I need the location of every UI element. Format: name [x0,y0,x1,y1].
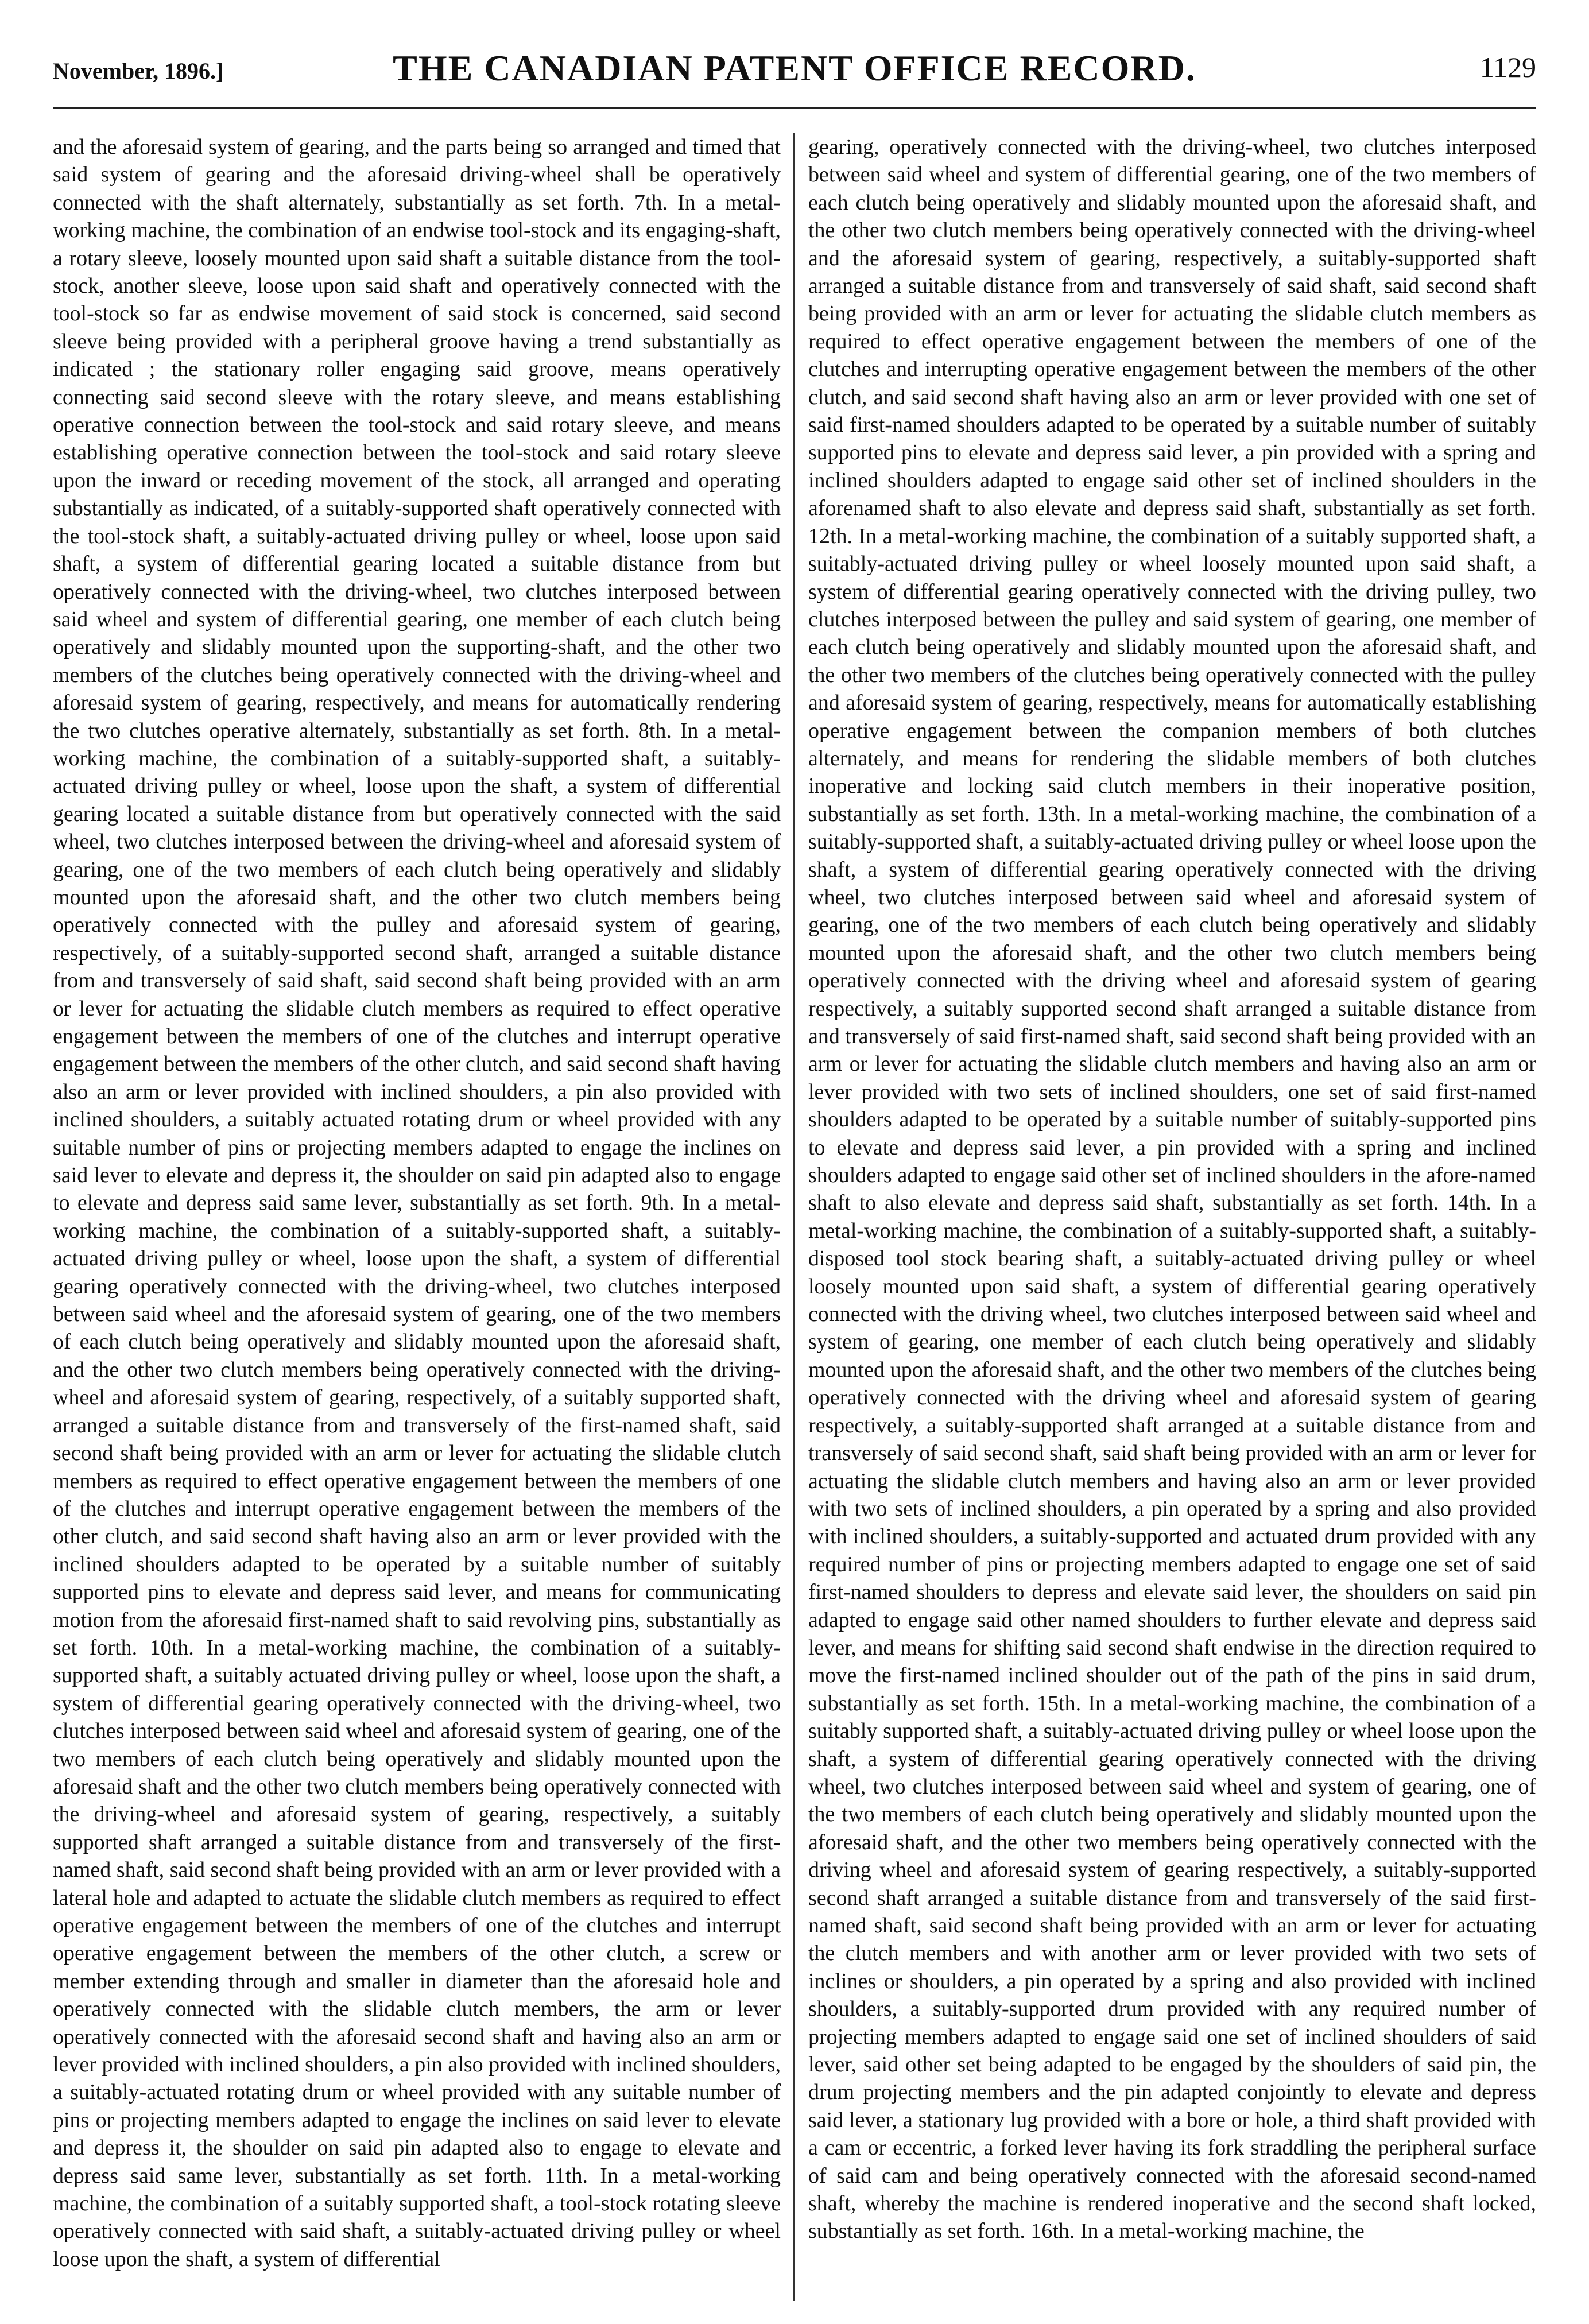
page-title: THE CANADIAN PATENT OFFICE RECORD. [393,48,1196,88]
page-header [53,38,1536,107]
right-column-text: gearing, operatively connected with the driving-wheel, two clutches interposed between said wheel and system of differential gearing, one of the two members of each clutch being operatively and slidably mounted upon the aforesaid shaft, and the other two clutch members being operatively connected with the driving-wheel and the aforesaid system of gearing, respectively, a suitably-supported shaft arranged a suitable distance from and transversely of said shaft, said second shaft being provided with an arm or lever for actuating the slidable clutch members as required to effect operative engagement between the members of one of the clutches and interrupting operative engagement between the members of the other clutch, and said second shaft having also an arm or lever provided with one set of said first-named shoulders adapted to be operated by a suitable number of suitably supported pins to elevate and depress said lever, a pin provided with a spring and inclined shoulders adapted to engage said other set of inclined shoulders in the aforenamed shaft to also elevate and depress said shaft, substantially as set forth. 12th. In a metal-working machine, the combination of a suitably supported shaft, a suitably-actuated driving pulley or wheel loosely mounted upon said shaft, a system of differential gearing operatively connected with the driving pulley, two clutches interposed between the pulley and said system of gearing, one member of each clutch being operatively and slidably mounted upon the aforesaid shaft, and the other two members of the clutches being operatively connected with the pulley and aforesaid system of gearing, respectively, means for automatically establishing operative engagement between the companion members of both clutches alternately, and means for rendering the slidable members of both clutches inoperative and locking said clutch members in their inoperative position, substantially as set forth. 13th. In a metal-working machine, the combination of a suitably-supported shaft, a suitably-actuated driving pulley or wheel loose upon the shaft, a system of differential gearing operatively connected with the driving wheel, two clutches interposed between said wheel and aforesaid system of gearing, one of the two members of each clutch being operatively and slidably mounted upon the aforesaid shaft, and the other two clutch members being operatively connected with the driving wheel and aforesaid system of gearing respectively, a suitably supported second shaft arranged a suitable distance from and transversely of said first-named shaft, said second shaft being provided with an arm or lever for actuating the slidable clutch members and having also an arm or lever provided with two sets of inclined shoulders, one set of said first-named shoulders adapted to be operated by a suitable number of suitably-supported pins to elevate and depress said lever, a pin provided with a spring and inclined shoulders adapted to engage said other set of inclined shoulders in the afore-named shaft to also elevate and depress said shaft, substantially as set forth. 14th. In a metal-working machine, the combination of a suitably-supported shaft, a suitably-disposed tool stock bearing shaft, a suitably-actuated driving pulley or wheel loosely mounted upon said shaft, a system of differential gearing operatively connected with the driving wheel, two clutches interposed between said wheel and system of gearing, one member of each clutch being operatively and slidably mounted upon the aforesaid shaft, and the other two members of the clutches being operatively connected with the driving wheel and aforesaid system of gearing respectively, a suitably-supported shaft arranged at a suitable distance from and transversely of said second shaft, said shaft being provided with an arm or lever for actuating the slidable clutch members and having also an arm or lever provided with two sets of inclined shoulders, a pin operated by a spring and also provided with inclined shoulders, a suitably-supported and actuated drum provided with any required number of pins or projecting members adapted to engage one set of said first-named shoulders to depress and elevate said lever, the shoulders on said pin adapted to engage said other named shoulders to further elevate and depress said lever, and means for shifting said second shaft endwise in the direction required to move the first-named inclined shoulder out of the path of the pins in said drum, substantially as set forth. 15th. In a metal-working machine, the combination of a suitably supported shaft, a suitably-actuated driving pulley or wheel loose upon the shaft, a system of differential gearing operatively connected with the driving wheel, two clutches interposed between said wheel and system of gearing, one of the two members of each clutch being operatively and slidably mounted upon the aforesaid shaft, and the other two members being operatively connected with the driving wheel and aforesaid system of gearing respectively, a suitably-supported second shaft arranged a suitable distance from and transversely of the said first-named shaft, said second shaft being provided with an arm or lever for actuating the clutch members and with another arm or lever provided with two sets of inclines or shoulders, a pin operated by a spring and also provided with inclined shoulders, a suitably-supported drum provided with any required number of projecting members adapted to engage said one set of inclined shoulders of said lever, said other set being adapted to be engaged by the shoulders of said pin, the drum projecting members and the pin adapted conjointly to elevate and depress said lever, a stationary lug provided with a bore or hole, a third shaft provided with a cam or eccentric, a forked lever having its fork straddling the peripheral surface of said cam and being operatively connected with the aforesaid second-named shaft, whereby the machine is rendered inoperative and the second shaft locked, substantially as set forth. 16th. In a metal-working machine, the [808,135,1536,2244]
left-column [53,133,781,2301]
column-divider [793,133,794,2301]
issue-date: November, 1896.] [53,58,224,84]
page-number: 1129 [1479,51,1536,83]
text-columns [53,133,1536,2301]
header-rule [53,107,1536,109]
left-column-text: and the aforesaid system of gearing, and the parts being so arranged and timed that said system of gearing and the aforesaid driving-wheel shall be operatively connected with the shaft alternately, substantially as set forth. 7th. In a metal-working machine, the combination of an endwise tool-stock and its engaging-shaft, a rotary sleeve, loosely mounted upon said shaft a suitable distance from the tool-stock, another sleeve, loose upon said shaft and operatively connected with the tool-stock so far as endwise movement of said stock is concerned, said second sleeve being provided with a peripheral groove having a trend substantially as indicated ; the stationary roller engaging said groove, means operatively connecting said second sleeve with the rotary sleeve, and means establishing operative connection between the tool-stock and said rotary sleeve, and means establishing operative connection between the tool-stock and said rotary sleeve upon the inward or receding movement of the stock, all arranged and operating substantially as indicated, of a suitably-supported shaft operatively connected with the tool-stock shaft, a suitably-actuated driving pulley or wheel, loose upon said shaft, a system of differential gearing located a suitable distance from but operatively connected with the driving-wheel, two clutches interposed between said wheel and system of differential gearing, one member of each clutch being operatively and slidably mounted upon the supporting-shaft, and the other two members of the clutches being operatively connected with the driving-wheel and aforesaid system of gearing, respectively, and means for automatically rendering the two clutches operative alternately, substantially as set forth. 8th. In a metal-working machine, the combination of a suitably-supported shaft, a suitably-actuated driving pulley or wheel, loose upon the shaft, a system of differential gearing located a suitable distance from but operatively connected with the said wheel, two clutches interposed between the driving-wheel and aforesaid system of gearing, one of the two members of each clutch being operatively and slidably mounted upon the aforesaid shaft, and the other two clutch members being operatively connected with the pulley and aforesaid system of gearing, respectively, of a suitably-supported second shaft, arranged a suitable distance from and transversely of said shaft, said second shaft being provided with an arm or lever for actuating the slidable clutch members as required to effect operative engagement between the members of one of the clutches and interrupt operative engagement between the members of the other clutch, and said second shaft having also an arm or lever provided with inclined shoulders, a pin also provided with inclined shoulders, a suitably actuated rotating drum or wheel provided with any suitable number of pins or projecting members adapted to engage the inclines on said lever to elevate and depress it, the shoulder on said pin adapted also to engage to elevate and depress said same lever, substantially as set forth. 9th. In a metal-working machine, the combination of a suitably-supported shaft, a suitably-actuated driving pulley or wheel, loose upon the shaft, a system of differential gearing operatively connected with the driving-wheel, two clutches interposed between said wheel and the aforesaid system of gearing, one of the two members of each clutch being operatively and slidably mounted upon the aforesaid shaft, and the other two clutch members being operatively connected with the driving-wheel and aforesaid system of gearing, respectively, of a suitably supported shaft, arranged a suitable distance from and transversely of the first-named shaft, said second shaft being provided with an arm or lever for actuating the slidable clutch members as required to effect operative engagement between the members of one of the clutches and interrupt operative engagement between the members of the other clutch, and said second shaft having also an arm or lever provided with the inclined shoulders adapted to be operated by a suitable number of suitably supported pins to elevate and depress said lever, and means for communicating motion from the aforesaid first-named shaft to said revolving pins, substantially as set forth. 10th. In a metal-working machine, the combination of a suitably-supported shaft, a suitably actuated driving pulley or wheel, loose upon the shaft, a system of differential gearing operatively connected with the driving-wheel, two clutches interposed between said wheel and aforesaid system of gearing, one of the two members of each clutch being operatively and slidably mounted upon the aforesaid shaft and the other two clutch members being operatively connected with the driving-wheel and aforesaid system of gearing, respectively, a suitably supported shaft arranged a suitable distance from and transversely of the first-named shaft, said second shaft being provided with an arm or lever provided with a lateral hole and adapted to actuate the slidable clutch members as required to effect operative engagement between the members of one of the clutches and interrupt operative engagement between the members of the other clutch, a screw or member extending through and smaller in diameter than the aforesaid hole and operatively connected with the slidable clutch members, the arm or lever operatively connected with the aforesaid second shaft and having also an arm or lever provided with inclined shoulders, a pin also provided with inclined shoulders, a suitably-actuated rotating drum or wheel provided with any suitable number of pins or projecting members adapted to engage the inclines on said lever to elevate and depress it, the shoulder on said pin adapted also to engage to elevate and depress said same lever, substantially as set forth. 11th. In a metal-working machine, the combination of a suitably supported shaft, a tool-stock rotating sleeve operatively connected with said shaft, a suitably-actuated driving pulley or wheel loose upon the shaft, a system of differential [53,135,781,2271]
right-column [808,133,1536,2301]
